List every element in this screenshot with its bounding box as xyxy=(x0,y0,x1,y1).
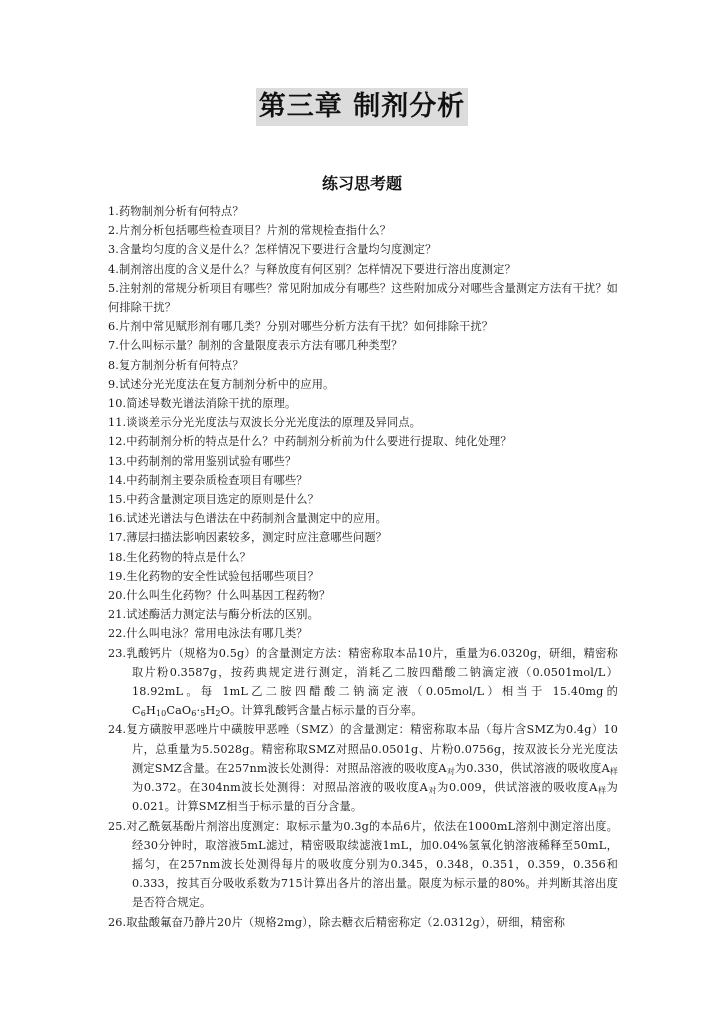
question-item: 20.什么叫生化药物？什么叫基因工程药物？ xyxy=(108,589,331,603)
question-item-26: 26.取盐酸氟奋乃静片20片（规格2mg），除去糖衣后精密称定（2.0312g），研细，精密称 xyxy=(108,915,566,929)
question-item: 3.含量均匀度的含义是什么？怎样情况下要进行含量均匀度测定？ xyxy=(108,243,437,257)
question-item: 13.中药制剂的常用鉴别试验有哪些？ xyxy=(108,454,297,468)
question-item: 10.简述导数光谱法消除干扰的原理。 xyxy=(108,397,297,411)
subscript: 对 xyxy=(446,766,455,776)
formula-subscript: 2 xyxy=(215,709,221,719)
question-item: 4.制剂溶出度的含义是什么？与释放度有何区别？怎样情况下要进行溶出度测定？ xyxy=(108,262,516,276)
question-24-text: 24.复方磺胺甲恶唑片中磺胺甲恶唑（SMZ）的含量测定：精密称取本品（每片含SMZ为0.4g）10片，总重量为5.5028g。精密称取SMZ对照品0.0501g、片粉0.0756g，按双波长分光光度法测定SMZ含量。在257nm波长处测得：对照品溶液的吸收度A xyxy=(108,723,618,775)
question-item: 19.生化药物的安全性试验包括哪些项目？ xyxy=(108,569,319,583)
question-23-formula: $C_6H_{10}CaO_6\cdot_5H_2O$ xyxy=(132,704,230,719)
question-item: 22.什么叫电泳？常用电泳法有哪几类？ xyxy=(108,627,308,641)
question-24-text: 为0.330，供试溶液的吸收度A xyxy=(454,761,610,775)
formula-subscript: 6 xyxy=(191,709,197,719)
question-item: 6.片剂中常见赋形剂有哪几类？分别对哪些分析方法有干扰？如何排除干扰？ xyxy=(108,320,494,334)
question-item: 18.生化药物的特点是什么？ xyxy=(108,550,251,564)
question-item: 7.什么叫标示量？制剂的含量限度表示方法有哪几种类型？ xyxy=(108,339,403,353)
question-item: 21.试述酶活力测定法与酶分析法的区别。 xyxy=(108,608,319,622)
question-23-text: 23.乳酸钙片（规格为0.5g）的含量测定方法：精密称取本品10片，重量为6.0320g，研细，精密称取片粉0.3587g，按药典规定进行测定，消耗乙二胺四醋酸二钠滴定液（0.0501mol/L）18.92mL。每 1mL乙二胺四醋酸二钠滴定液（0.05mol/L）相当于 15.40mg的 xyxy=(108,646,618,699)
formula-subscript: 5 xyxy=(200,709,206,719)
subscript: 对 xyxy=(427,786,438,796)
question-item-25: 25.对乙酰氨基酚片剂溶出度测定：取标示量为0.3g的本品6片，依法在1000mL溶剂中测定溶出度。经30分钟时，取溶液5mL滤过，精密吸取续滤液1mL，加0.04%氢氧化钠溶液稀释至50mL，摇匀，在257nm波长处测得每片的吸收度分别为0.345，0.348，0.351，0.359，0.356和0.333，按其百分吸收系数为715计算出各片的溶出量。限度为标示量的80%。并判断其溶出度是否符合规定。 xyxy=(108,819,618,910)
subscript: 样 xyxy=(597,786,607,796)
formula-subscript: 6 xyxy=(140,709,146,719)
question-item: 2.片剂分析包括哪些检查项目？片剂的常规检查指什么？ xyxy=(108,224,392,238)
question-item: 1.药物制剂分析有何特点？ xyxy=(108,205,244,218)
question-24-text: 为0.372。在304nm波长处测得：对照品溶液的吸收度A xyxy=(132,781,428,795)
question-24-text: 为0.009，供试溶液的吸收度A xyxy=(437,781,598,795)
subscript: 样 xyxy=(609,766,619,776)
chapter-title xyxy=(0,88,724,126)
question-item: 12.中药制剂分析的特点是什么？中药制剂分析前为什么要进行提取、纯化处理？ xyxy=(108,435,512,449)
question-item: 11.谈谈差示分光光度法与双波长分光光度法的原理及异同点。 xyxy=(108,416,422,430)
question-item: 17.薄层扫描法影响因素较多，测定时应注意哪些问题？ xyxy=(108,531,388,545)
section-title: 练习思考题 xyxy=(321,174,402,193)
question-item-23 xyxy=(108,644,618,721)
question-item-24 xyxy=(108,720,618,816)
question-item: 5.注射剂的常规分析项目有哪些？常见附加成分有哪些？这些附加成分对哪些含量测定方法有干扰？如何排除干扰？ xyxy=(108,281,618,315)
formula-subscript: 10 xyxy=(155,709,167,719)
question-item: 14.中药制剂主要杂质检查项目有哪些？ xyxy=(108,473,308,487)
question-item: 9.试述分光光度法在复方制剂分析中的应用。 xyxy=(108,377,335,391)
question-24-text: 为0.021。计算SMZ相当于标示量的百分含量。 xyxy=(132,781,618,814)
question-item: 8.复方制剂分析有何特点？ xyxy=(108,358,244,372)
question-23-text-end: 。计算乳酸钙含量占标示量的百分率。 xyxy=(229,704,423,718)
question-list xyxy=(108,202,618,932)
question-item: 16.试述光谱法与色谱法在中药制剂含量测定中的应用。 xyxy=(108,512,388,526)
chapter-title-text: 第三章 制剂分析 xyxy=(256,88,468,126)
question-item: 15.中药含量测定项目选定的原则是什么？ xyxy=(108,493,319,507)
